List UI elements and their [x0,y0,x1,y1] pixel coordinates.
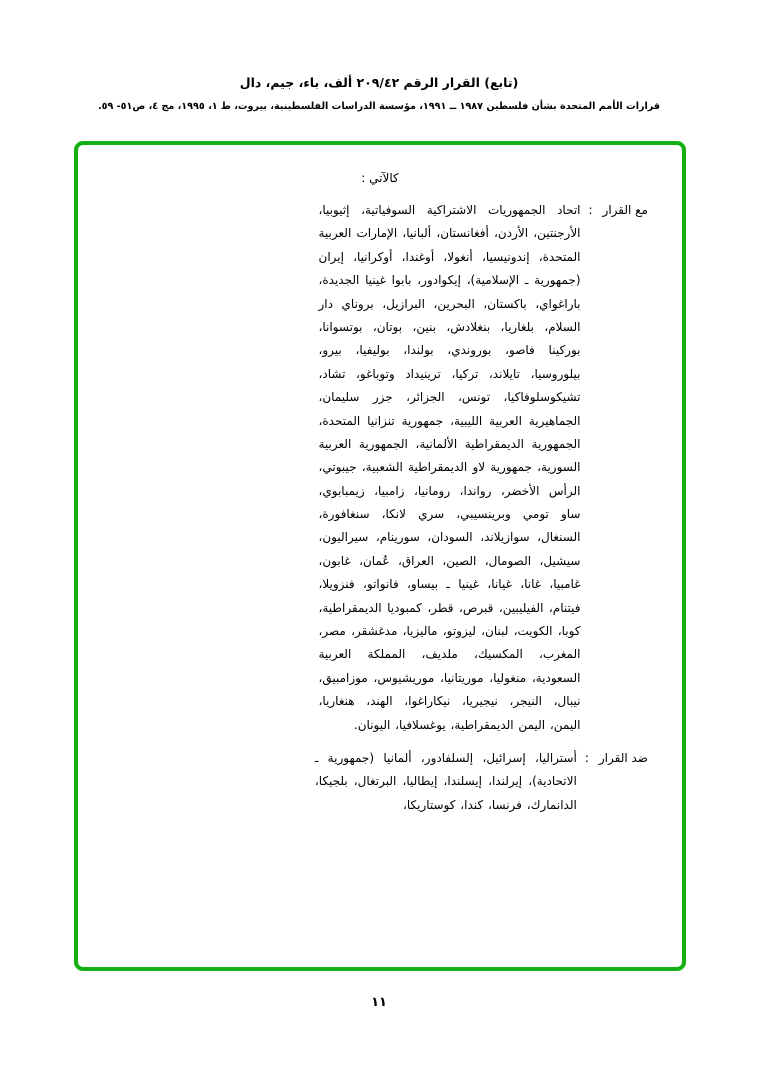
content-frame [74,141,686,971]
vote-block-against [112,747,648,817]
vote-block-against-label: ضد القرار [598,750,648,765]
vote-block-for-colon: : [588,203,593,217]
page-title: (تابع) القرار الرقم ٢٠٩/٤٢ ألف، باء، جيم، دال [239,75,519,90]
vote-block-for-text: اتحاد الجمهوريات الاشتراكية السوفياتية، إثيوبيا، الأرجنتين، الأردن، أفغانستان، ألبانيا، الإمارات العربية المتحدة، إندونيسيا، أنغولا، أوغندا، أوكرانيا، إيران (جمهورية ـ الإسلامية)، إيكوادور، بابوا غينيا الجديدة، باراغواي، باكستان، البحرين، البرازيل، بروناي دار السلام، بلغاريا، بنغلادش، بنين، بوتان، بوتسوانا، بوركينا فاصو، بوروندي، بولندا، بوليفيا، بيرو، بيلوروسيا، تايلاند، تركيا، ترينيداد وتوباغو، تشاد، تشيكوسلوفاكيا، تونس، الجزائر، جزر سليمان، الجماهيرية العربية الليبية، جمهورية تنزانيا المتحدة، الجمهورية الديمقراطية الألمانية، الجمهورية العربية السورية، جمهورية لاو الديمقراطية الشعبية، جيبوتي، الرأس الأخضر، رواندا، رومانيا، زامبيا، زيمبابوي، ساو تومي وبرينسيبي، سري لانكا، سنغافورة، السنغال، سوازيلاند، السودان، سورينام، سيراليون، سيشيل، الصومال، الصين، العراق، عُمان، غابون، غامبيا، غانا، غيانا، غينيا ـ بيساو، فانواتو، فنزويلا، فيتنام، الفيليبين، قبرص، قطر، كمبوديا الديمقراطية، كوبا، الكويت، لبنان، ليزوتو، ماليزيا، مدغشقر، مصر، المغرب، المكسيك، ملديف، المملكة العربية السعودية، منغوليا، موريتانيا، موريشيوس، موزامبيق، نيبال، النيجر، نيجيريا، نيكاراغوا، الهند، هنغاريا، اليمن، اليمن الديمقراطية، يوغسلافيا، اليونان. [318,203,581,732]
vote-block-against-text: أستراليا، إسرائيل، إلسلفادور، ألمانيا (جمهورية ـ الاتحادية)، إيرلندا، إيسلندا، إيطاليا، البرتغال، بلجيكا، الدانمارك، فرنسا، كندا، كوستاريكا، [314,750,577,812]
page-subtitle: قرارات الأمم المتحدة بشأن فلسطين ١٩٨٧ ــ ١٩٩١، مؤسسة الدراسات الفلسطينية، بيروت، ط ١، ١٩٩٥، مج ٤، ص٥١- ٥٩. [97,100,661,112]
page-number: ١١ [371,995,387,1010]
vote-block-for [112,199,648,737]
intro-line: كالآتي : [361,171,399,185]
content-frame-inner [78,145,682,967]
vote-block-for-label: مع القرار [602,203,648,217]
vote-block-against-colon: : [584,750,589,765]
document-header [0,74,758,113]
